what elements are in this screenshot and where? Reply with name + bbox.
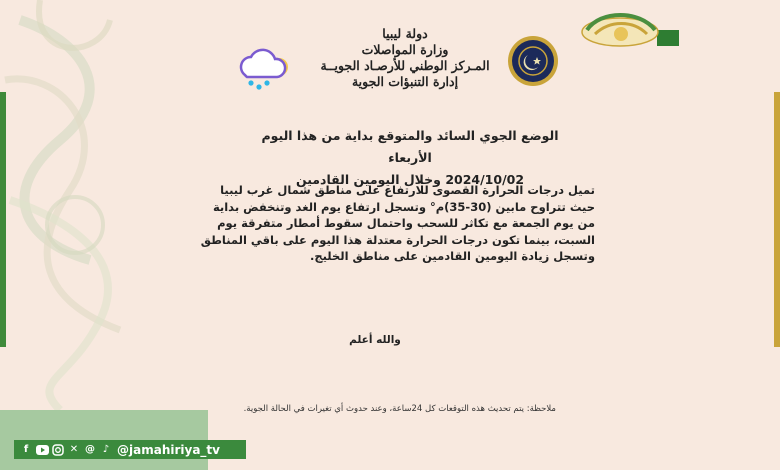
right-accent-bar	[774, 92, 780, 347]
update-note: ملاحظة: يتم تحديث هذه التوقعات كل 24ساعة، وعند حدوث أي تغيرات في الحالة الجوية.	[243, 404, 556, 414]
facebook-icon[interactable]: f	[23, 444, 29, 455]
forecast-body: تميل درجات الحرارة القصوى للارتفاع على مناطق شمال غرب ليبيا حيث تتراوح مابين (30-35)م° وتسجل ارتفاع يوم الغد وتنخفض بداية من يوم الجمعة مع تكاثر للسحب واحتمال سقوط أمطار متفرقة يوم السبت، بينما تكون درجات الحرارة معتدلة هذا اليوم على باقي المناطق وتسجل زيادة اليومين القادمين على مناطق الخليج.	[200, 183, 595, 264]
header-center: المـركز الوطني للأرصـاد الجويــة	[320, 58, 490, 73]
title-line-2: 2024/10/02 وخلال اليومين القادمين	[295, 172, 525, 187]
social-bar	[14, 440, 246, 459]
station-emblem-logo	[565, 4, 685, 50]
calligraphy-ornament	[0, 0, 150, 420]
tiktok-icon[interactable]: ♪	[102, 444, 110, 455]
header-country: دولة ليبيا	[382, 26, 428, 41]
youtube-icon[interactable]	[35, 443, 49, 457]
closing-phrase: والله أعلم	[349, 334, 401, 346]
met-center-seal-icon	[507, 35, 559, 87]
threads-icon[interactable]: @	[85, 444, 95, 455]
ministry-header	[320, 26, 490, 90]
header-department: إدارة التنبؤات الجوية	[351, 74, 459, 89]
instagram-icon[interactable]	[51, 443, 65, 457]
x-icon[interactable]: ✕	[69, 444, 79, 455]
social-handle[interactable]: @jamahiriya_tv	[117, 442, 220, 457]
header-ministry: وزارة المواصلات	[361, 42, 449, 57]
title-line-1: الوضع الجوي السائد والمتوقع بداية من هذا اليوم الأربعاء	[261, 128, 559, 165]
left-accent-bar	[0, 92, 6, 347]
cloud-rain-sun-icon	[235, 45, 297, 93]
